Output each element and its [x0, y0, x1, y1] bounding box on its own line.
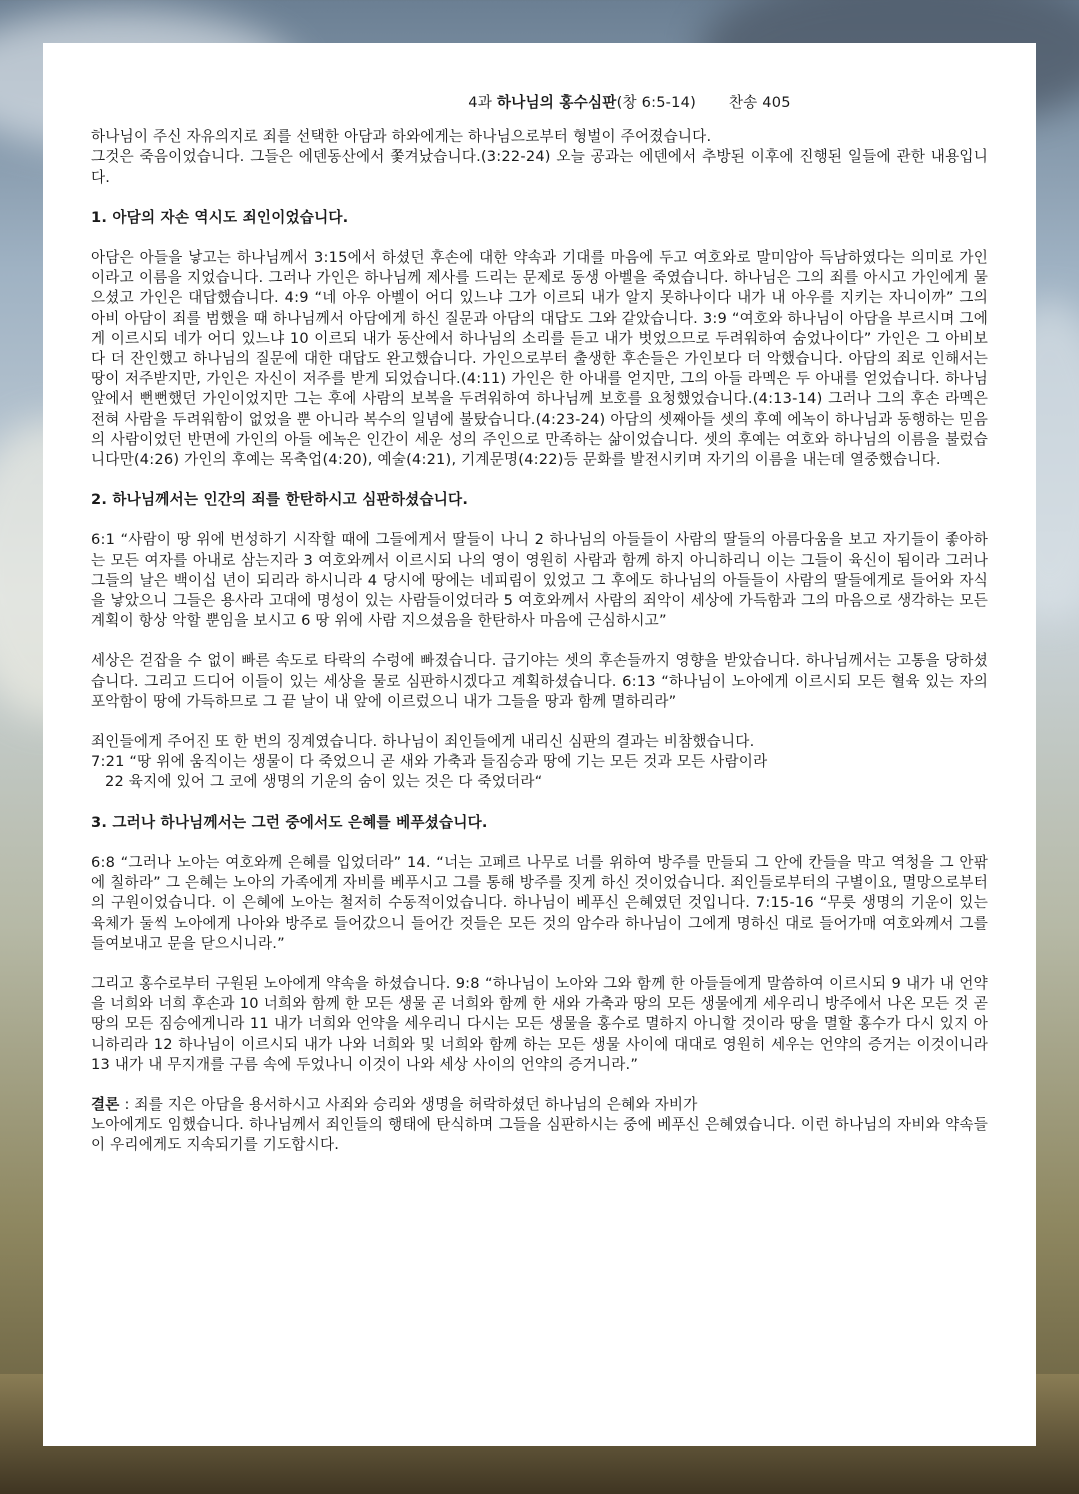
section-3-paragraph-2: 그리고 홍수로부터 구원된 노아에게 약속을 하셨습니다. 9:8 “하나님이 노아와 그와 함께 한 아들들에게 말씀하여 이르시되 9 내가 내 언약을 너희와 너희 후손과 10 너희와 함께 한 모든 생물 곧 너희와 함께 한 새와 가축과 땅의 모든 생물에게 세우리니 방주에서 나온 모든 것 곧 땅의 모든 짐승에게니라 11 내가 너희와 언약을 세우리니 다시는 모든 생물을 홍수로 멸하지 아니할 것이라 땅을 멸할 홍수가 다시 있지 아니하리라 12 하나님이 이르시되 내가 나와 너희와 및 너희와 함께 하는 모든 생물 사이에 대대로 영원히 세우는 언약의 증거는 이것이니라 13 내가 내 무지개를 구름 속에 두었나니 이것이 나와 세상 사이의 언약의 증거니라.”	[91, 974, 988, 1073]
conclusion-line-2: 노아에게도 임했습니다. 하나님께서 죄인들의 행태에 탄식하며 그들을 심판하시는 중에 베푸신 은혜였습니다. 이런 하나님의 자비와 약속들이 우리에게도 지속되기를 기도합시다.	[91, 1116, 988, 1154]
lesson-number: 4과	[468, 94, 493, 111]
section-2-heading: 2. 하나님께서는 인간의 죄를 한탄하시고 심판하셨습니다.	[91, 491, 469, 509]
conclusion-line-1: : 죄를 지은 아담을 용서하시고 사죄와 승리와 생명을 허락하셨던 하나님의 은혜와 자비가	[119, 1095, 698, 1113]
section-3-paragraph-1: 6:8 “그러나 노아는 여호와께 은혜를 입었더라” 14. “너는 고페르 나무로 너를 위하여 방주를 만들되 그 안에 칸들을 막고 역청을 그 안팎에 칠하라” 그 은혜는 노아의 가족에게 자비를 베푸시고 그를 통해 방주를 짓게 하신 것이었습니다. 죄인들로부터의 구별이요, 멸망으로부터의 구원이었습니다. 이 은혜에 노아는 철저히 수동적이었습니다. 하나님이 베푸신 은혜였던 것입니다. 7:15-16 “무릇 생명의 기운이 있는 육체가 둘씩 노아에게 나아와 방주로 들어갔으니 들어간 것들은 모든 것의 암수라 하나님이 그에게 명하신 대로 들어가매 여호와께서 그를 들여보내고 문을 닫으시니라.”	[91, 853, 988, 952]
page-header	[91, 93, 988, 113]
section-2-paragraph-2: 세상은 걷잡을 수 없이 빠른 속도로 타락의 수렁에 빠졌습니다. 급기야는 셋의 후손들까지 영향을 받았습니다. 하나님께서는 고통을 당하셨습니다. 그리고 드디어 이들이 있는 세상을 물로 심판하시겠다고 계획하셨습니다. 6:13 “하나님이 노아에게 이르시되 모든 혈육 있는 자의 포악함이 땅에 가득하므로 그 끝 날이 내 앞에 이르렀으니 내가 그들을 땅과 함께 멸하리라”	[91, 652, 988, 710]
intro-line-2: 그것은 죽음이었습니다. 그들은 에덴동산에서 쫓겨났습니다.(3:22-24) 오늘 공과는 에덴에서 추방된 이후에 진행된 일들에 관한 내용입니다.	[91, 148, 988, 186]
lesson-title: 하나님의 홍수심판	[496, 94, 617, 111]
conclusion	[91, 1095, 988, 1115]
section-2-paragraph-1: 6:1 “사람이 땅 위에 번성하기 시작할 때에 그들에게서 딸들이 나니 2 하나님의 아들들이 사람의 딸들의 아름다움을 보고 자기들이 좋아하는 모든 여자를 아내로 삼는지라 3 여호와께서 이르시되 나의 영이 영원히 사람과 함께 하지 아니하리니 이는 그들이 육신이 됨이라 그러나 그들의 날은 백이십 년이 되리라 하시니라 4 당시에 땅에는 네피림이 있었고 그 후에도 하나님의 아들들이 사람의 딸들에게로 들어와 자식을 낳았으니 그들은 용사라 고대에 명성이 있는 사람들이었더라 5 여호와께서 사람의 죄악이 세상에 가득함과 그의 마음으로 생각하는 모든 계획이 항상 악할 뿐임을 보시고 6 땅 위에 사람 지으셨음을 한탄하사 마음에 근심하시고”	[91, 531, 988, 630]
section-2-paragraph-3a: 죄인들에게 주어진 또 한 번의 징계였습니다. 하나님이 죄인들에게 내리신 심판의 결과는 비참했습니다.	[91, 733, 755, 751]
hymn-number: 찬송 405	[728, 94, 791, 111]
intro-line-1: 하나님이 주신 자유의지로 죄를 선택한 아담과 하와에게는 하나님으로부터 형벌이 주어졌습니다.	[91, 128, 712, 146]
conclusion-label: 결론	[91, 1095, 120, 1113]
document-page	[43, 43, 1036, 1446]
section-1-body: 아담은 아들을 낳고는 하나님께서 3:15에서 하셨던 후손에 대한 약속과 기대를 마음에 두고 여호와로 말미암아 득남하였다는 의미로 가인이라고 이름을 지었습니다. 그러나 가인은 하나님께 제사를 드리는 문제로 동생 아벨을 죽였습니다. 하나님은 그의 죄를 아시고 가인에게 물으셨고 가인은 대답했습니다. 4:9 “네 아우 아벨이 어디 있느냐 그가 이르되 내가 알지 못하나이다 내가 내 아우를 지키는 자니이까” 그의 아비 아담이 죄를 범했을 때 하나님께서 아담에게 하신 질문과 아담의 대답도 그와 같았습니다. 3:9 “여호와 하나님이 아담을 부르시며 그에게 이르시되 네가 어디 있느냐 10 이르되 내가 동산에서 하나님의 소리를 듣고 내가 벗었으므로 두려워하여 숨었나이다” 가인은 그 아비보다 더 잔인했고 하나님의 질문에 대한 대답도 완고했습니다. 가인으로부터 출생한 후손들은 가인보다 더 악했습니다. 아담의 죄로 인해서는 땅이 저주받지만, 가인은 자신이 저주를 받게 되었습니다.(4:11) 가인은 한 아내를 얻지만, 그의 아들 라멕은 두 아내를 얻었습니다. 하나님 앞에서 뻔뻔했던 가인이었지만 그는 후에 사람의 보복을 두려워하여 하나님께 보호를 요청했었습니다.(4:13-14) 그러나 그의 후손 라멕은 전혀 사람을 두려워함이 없었을 뿐 아니라 복수의 일념에 불탔습니다.(4:23-24) 아담의 셋째아들 셋의 후예 에녹이 하나님과 동행하는 믿음의 사람이었던 반면에 가인의 아들 에녹은 인간이 세운 성의 주인으로 만족하는 삶이었습니다. 셋의 후예는 여호와 하나님의 이름을 불렀습니다만(4:26) 가인의 후예는 목축업(4:20), 예술(4:21), 기계문명(4:22)등 문화를 발전시키며 자기의 이름을 내는데 열중했습니다.	[91, 249, 988, 469]
section-1-heading: 1. 아담의 자손 역시도 죄인이었습니다.	[91, 208, 349, 226]
scripture-reference: (창 6:5-14)	[616, 94, 697, 111]
section-2-paragraph-3c: 22 육지에 있어 그 코에 생명의 기운의 숨이 있는 것은 다 죽었더라“	[105, 773, 543, 791]
section-2-paragraph-3b: 7:21 “땅 위에 움직이는 생물이 다 죽었으니 곧 새와 가축과 들짐승과 땅에 기는 모든 것과 모든 사람이라	[91, 753, 768, 771]
section-3-heading: 3. 그러나 하나님께서는 그런 중에서도 은혜를 베푸셨습니다.	[91, 813, 488, 831]
